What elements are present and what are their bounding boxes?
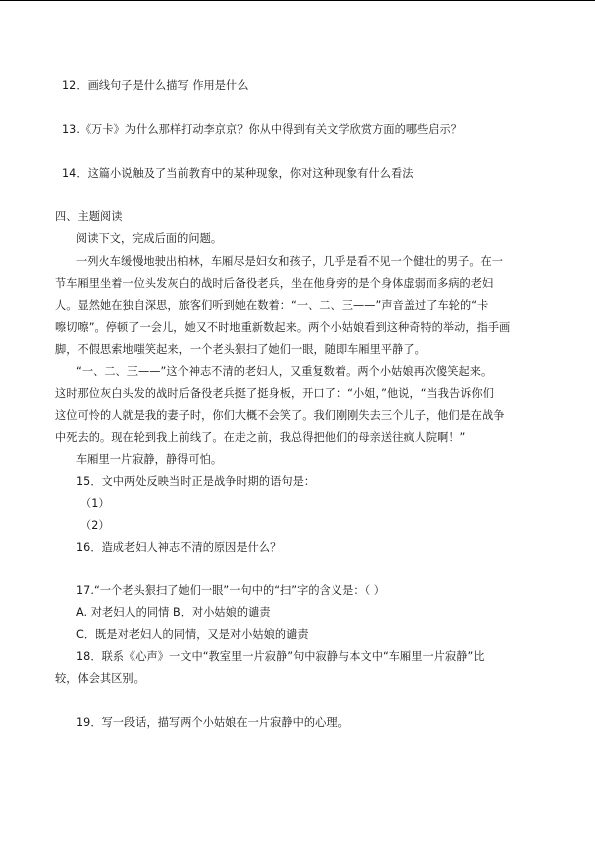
- reading-instruction: 阅读下文，完成后面的问题。: [76, 232, 223, 245]
- question-17-options-a-b: A. 对老妇人的同情 B．对小姑娘的谴责: [76, 606, 271, 619]
- question-14: 14．这篇小说触及了当前教育中的某种现象，你对这种现象有什么看法: [62, 167, 414, 180]
- passage-line: 节车厢里坐着一位头发灰白的战时后备役老兵，坐在他身旁的是个身体虚弱而多病的老妇: [55, 277, 494, 290]
- passage-line: 这时那位灰白头发的战时后备役老兵挺了挺身板，开口了：“小姐，”他说，“当我告诉你们: [55, 387, 494, 400]
- passage-line: 嚓切嚓”。停顿了一会儿，她又不时地重新数起来。两个小姑娘看到这种奇特的举动，指手画: [55, 321, 511, 334]
- question-17-option-c: C．既是对老妇人的同情，又是对小姑娘的谴责: [76, 628, 309, 641]
- question-15: 15．文中两处反映当时正是战争时期的语句是：: [76, 475, 316, 488]
- passage-line: 车厢里一片寂静，静得可怕。: [76, 453, 223, 466]
- passage-line: 中死去的。现在轮到我上前线了。在走之前，我总得把他们的母亲送往疯人院啊！”: [55, 431, 466, 444]
- section-heading: 四、主题阅读: [55, 210, 123, 223]
- passage-line: 这位可怜的人就是我的妻子时，你们大概不会笑了。我们刚刚失去三个儿子，他们是在战争: [55, 409, 505, 422]
- passage-line: “一、二、三——”这个神志不清的老妇人，又重复数着。两个小姑娘再次傻笑起来。: [76, 365, 493, 378]
- question-15-blank-2: （2）: [80, 519, 110, 532]
- question-16: 16．造成老妇人神志不清的原因是什么？: [76, 541, 282, 554]
- question-15-blank-1: （1）: [80, 497, 110, 510]
- question-19: 19．写一段话，描写两个小姑娘在一片寂静中的心理。: [76, 716, 349, 729]
- question-17: 17.“一个老头狠扫了她们一眼”一句中的“扫”字的含义是：（ ）: [76, 584, 386, 597]
- passage-line: 人。显然她在独自深思，旅客们听到她在数着：“一、二、三——”声音盖过了车轮的“卡: [55, 299, 489, 312]
- question-18-line-2: 较，体会其区别。: [55, 672, 145, 685]
- question-12: 12．画线句子是什么描写 作用是什么: [62, 79, 249, 92]
- passage-line: 一列火车缓慢地驶出柏林，车厢尽是妇女和孩子，几乎是看不见一个健壮的男子。在一: [76, 255, 504, 268]
- passage-line: 脚，不假思索地嗤笑起来，一个老头狠扫了她们一眼，随即车厢里平静了。: [55, 343, 426, 356]
- question-13: 13.《万卡》为什么那样打动李京京？你从中得到有关文学欣赏方面的哪些启示？: [62, 123, 463, 136]
- question-18-line-1: 18．联系《心声》一文中“教室里一片寂静”句中寂静与本文中“车厢里一片寂静”比: [76, 650, 485, 663]
